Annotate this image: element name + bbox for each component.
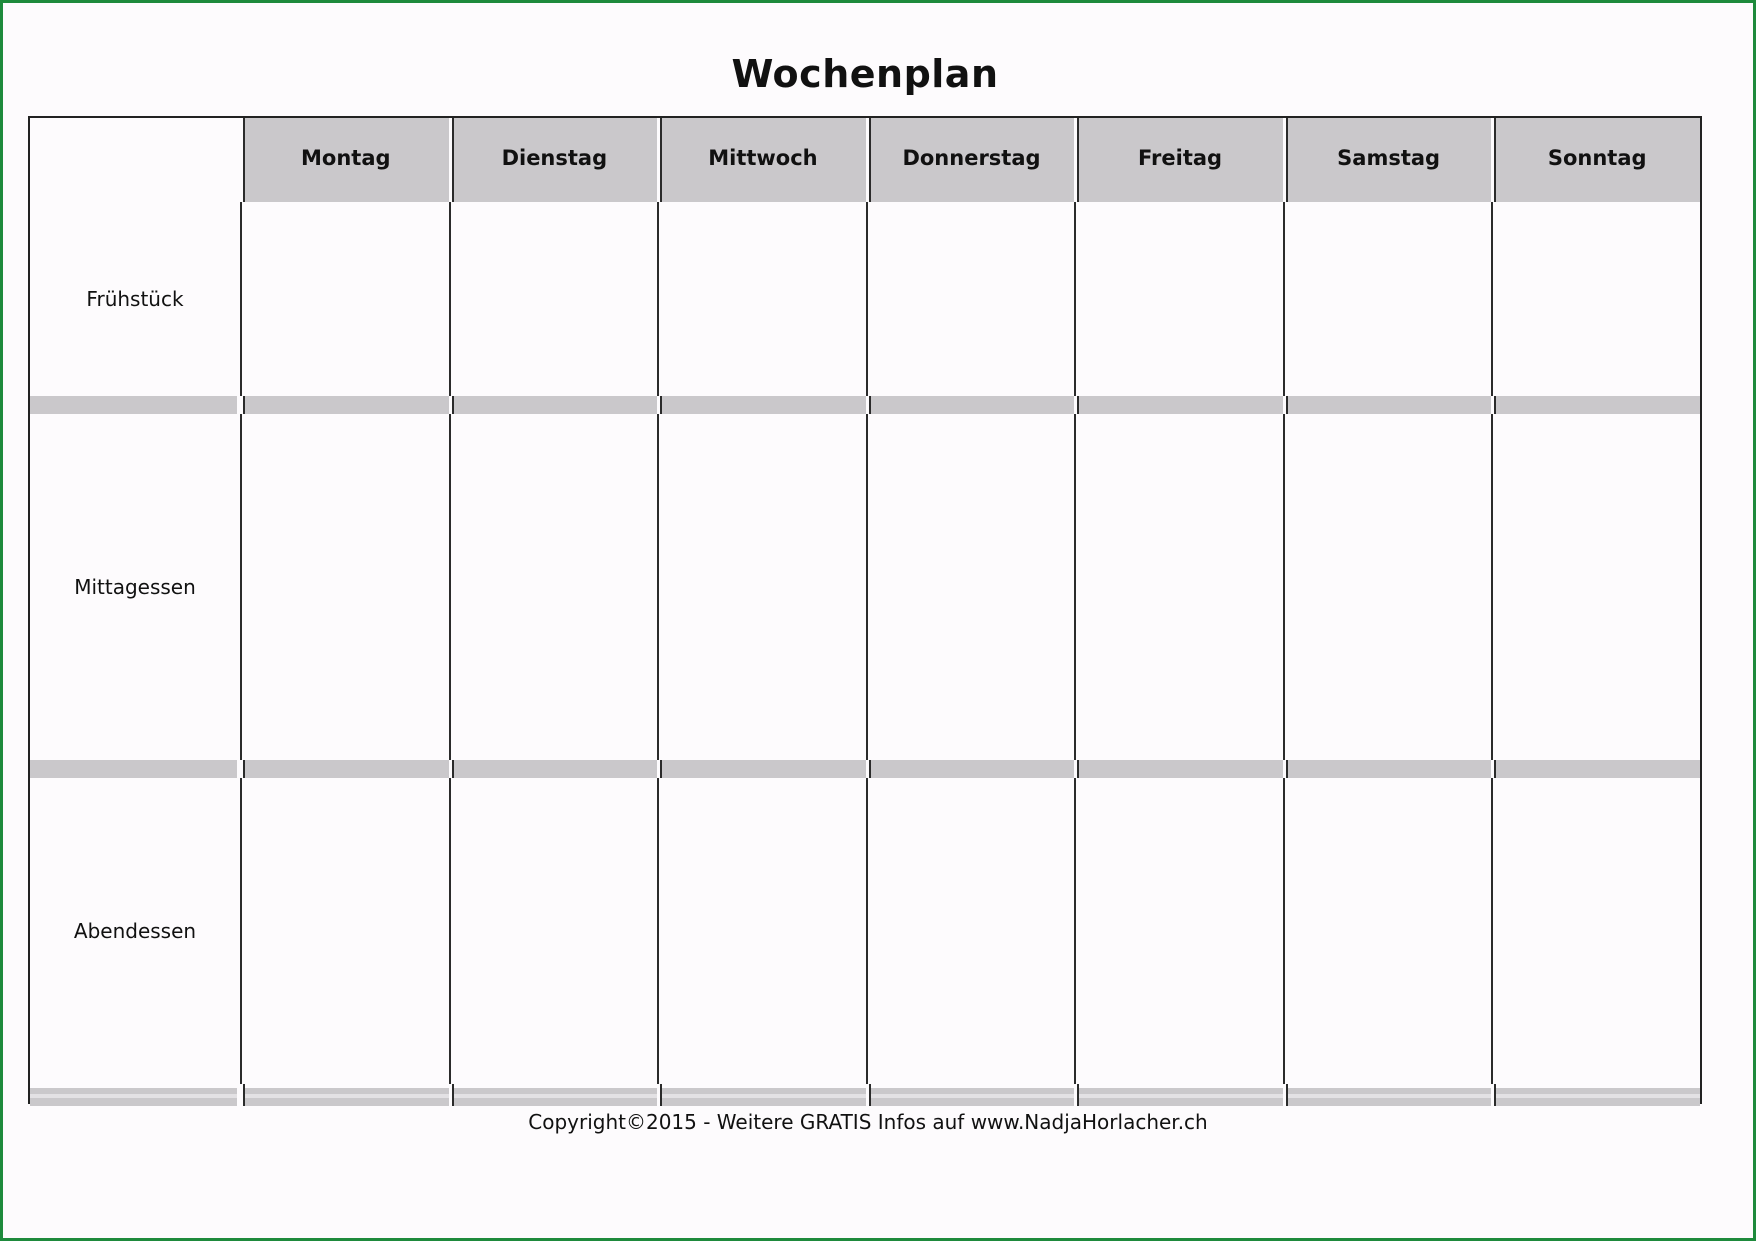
day-header-freitag: Freitag [1074,118,1283,202]
row-separator [449,396,658,414]
entry-abendessen-samstag[interactable] [1283,778,1492,1084]
row-separator [657,760,866,778]
row-separator [30,760,240,778]
day-header-samstag: Samstag [1283,118,1492,202]
meal-label-abendessen: Abendessen [73,919,197,943]
row-separator [866,760,1075,778]
bottom-separator [866,1084,1075,1106]
row-separator [1283,396,1492,414]
meal-label-fruehstueck: Frühstück [86,287,184,311]
row-separator [1074,760,1283,778]
corner-cell [30,118,240,202]
meal-label-mittagessen: Mittagessen [74,575,196,599]
day-header-montag: Montag [240,118,449,202]
entry-mittagessen-sonntag[interactable] [1491,414,1700,760]
row-separator [240,396,449,414]
entry-abendessen-freitag[interactable] [1074,778,1283,1084]
bottom-separator [240,1084,449,1106]
day-header-dienstag: Dienstag [449,118,658,202]
entry-fruehstueck-mittwoch[interactable] [657,202,866,396]
bottom-separator [1074,1084,1283,1106]
row-separator [657,396,866,414]
row-separator [1491,760,1700,778]
bottom-separator [449,1084,658,1106]
entry-abendessen-mittwoch[interactable] [657,778,866,1084]
page-title: Wochenplan [731,52,999,96]
day-header-mittwoch: Mittwoch [657,118,866,202]
row-separator [1283,760,1492,778]
entry-abendessen-dienstag[interactable] [449,778,658,1084]
row-separator [866,396,1075,414]
bottom-separator [1491,1084,1700,1106]
entry-mittagessen-dienstag[interactable] [449,414,658,760]
entry-fruehstueck-donnerstag[interactable] [866,202,1075,396]
day-header-donnerstag: Donnerstag [866,118,1075,202]
bottom-separator [1283,1084,1492,1106]
entry-mittagessen-donnerstag[interactable] [866,414,1075,760]
entry-abendessen-donnerstag[interactable] [866,778,1075,1084]
entry-abendessen-sonntag[interactable] [1491,778,1700,1084]
bottom-separator [657,1084,866,1106]
entry-fruehstueck-sonntag[interactable] [1491,202,1700,396]
entry-mittagessen-mittwoch[interactable] [657,414,866,760]
row-separator [1074,396,1283,414]
entry-abendessen-montag[interactable] [240,778,449,1084]
row-separator [1491,396,1700,414]
row-separator [449,760,658,778]
row-separator [240,760,449,778]
day-header-sonntag: Sonntag [1491,118,1700,202]
entry-fruehstueck-dienstag[interactable] [449,202,658,396]
entry-mittagessen-freitag[interactable] [1074,414,1283,760]
entry-fruehstueck-samstag[interactable] [1283,202,1492,396]
week-plan-table [28,116,1702,1104]
entry-mittagessen-samstag[interactable] [1283,414,1492,760]
entry-fruehstueck-montag[interactable] [240,202,449,396]
copyright-footer: Copyright©2015 - Weitere GRATIS Infos auf www.NadjaHorlacher.ch [528,1110,1208,1134]
row-separator [30,396,240,414]
entry-mittagessen-montag[interactable] [240,414,449,760]
bottom-separator [30,1084,240,1106]
entry-fruehstueck-freitag[interactable] [1074,202,1283,396]
